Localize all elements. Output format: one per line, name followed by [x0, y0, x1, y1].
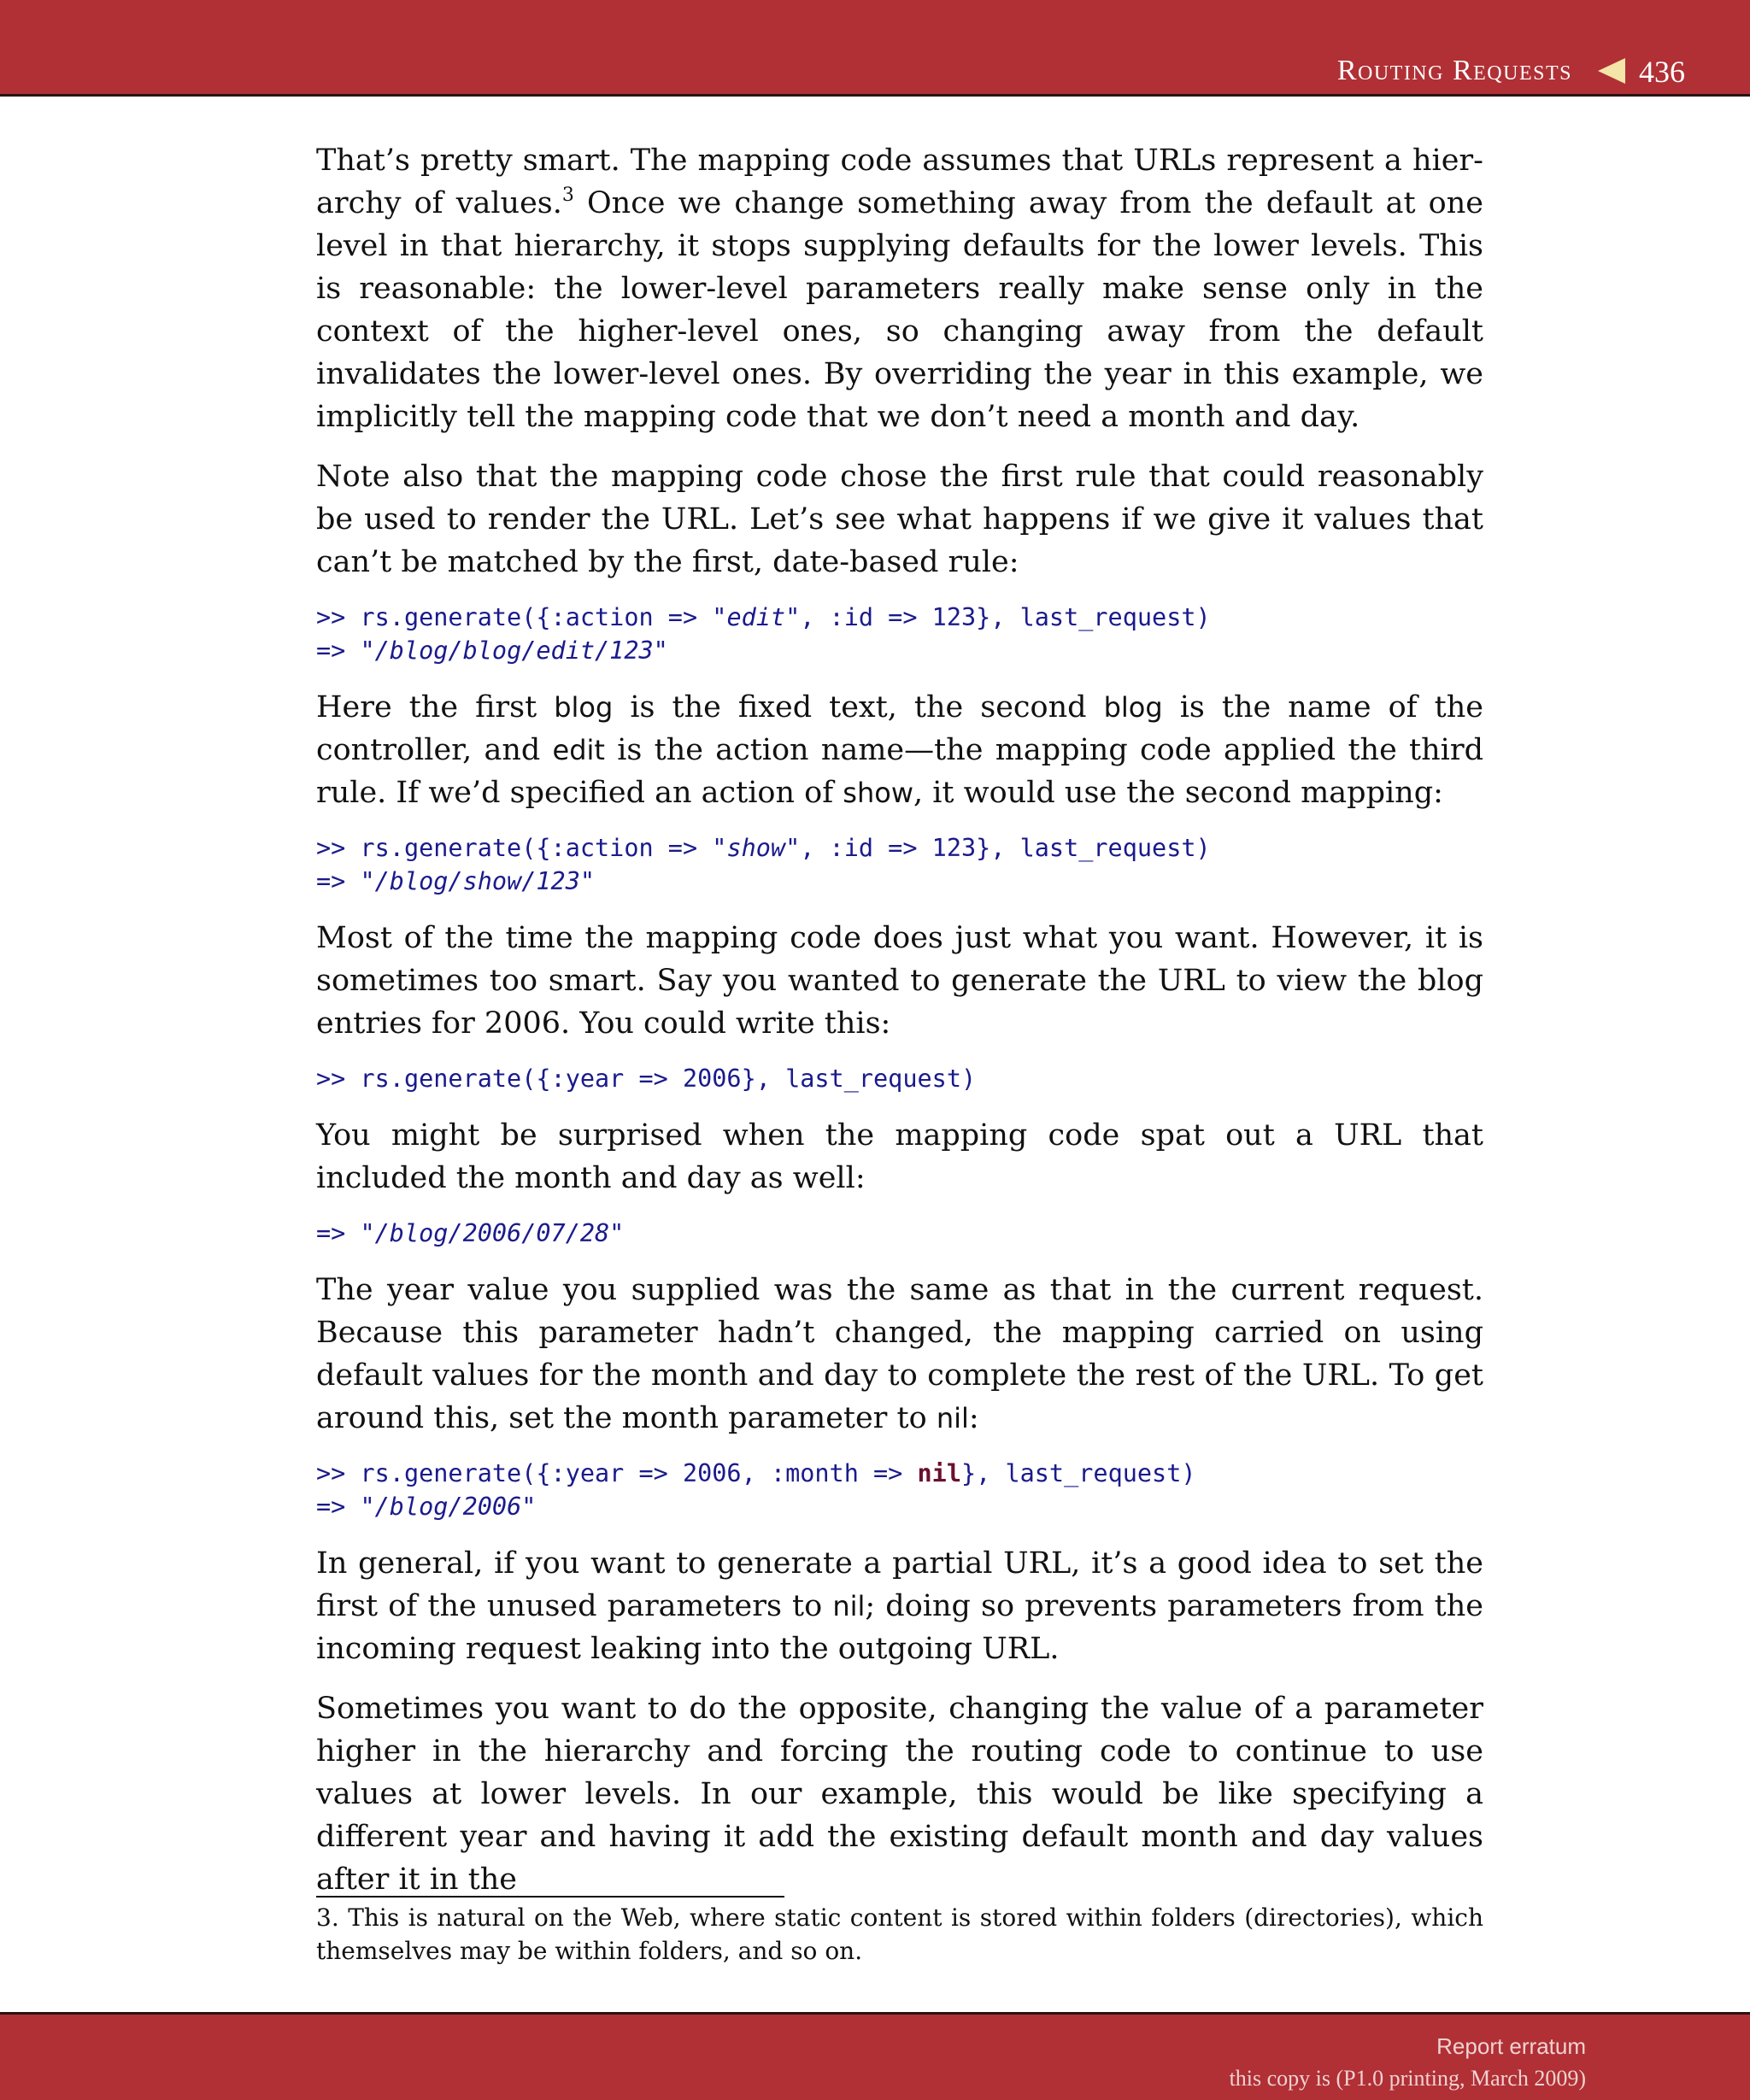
- code-block: [316, 1217, 1483, 1250]
- paragraph-text: Once we change something away from the default at one level in that hierarchy, it stops supplying defaults for the lower levels. This is reasonable: the lower-level parameters really make sense only in the context of the higher-level ones, so changing away from the default invalidates the lower-level ones. By overriding the year in this example, we implicitly tell the mapping code that we don’t need a month and day.: [316, 186, 1484, 434]
- inline-code: edit: [552, 734, 605, 766]
- paragraph: Sometimes you want to do the opposite, changing the value of a parameter higher in the hierarchy and forcing the routing code to continue to use values at lower levels. In our example, this would be like specifying a different year and having it add the existing default month and day values after it in the: [316, 1692, 1483, 1897]
- code-text: >> rs.generate({:year => 2006}, last_request): [316, 1065, 977, 1093]
- code-text: , :id => 123}, last_request): [800, 603, 1211, 631]
- copy-notice: this copy is (P1.0 printing, March 2009): [1229, 2066, 1586, 2091]
- code-string: "/blog/2006/07/28": [360, 1219, 625, 1247]
- code-text: }, last_request): [960, 1459, 1196, 1487]
- paragraph: [316, 1542, 1483, 1670]
- paragraph: [316, 686, 1483, 814]
- code-text: >> rs.generate({:action =>: [316, 603, 713, 631]
- code-block: [316, 1457, 1483, 1523]
- code-block: [316, 601, 1483, 667]
- code-text: >> rs.generate({:action =>: [316, 834, 713, 862]
- code-block: [316, 1062, 1483, 1095]
- paragraph-text: Here the first: [316, 690, 555, 724]
- inline-code: show: [843, 777, 913, 809]
- header-bar: [0, 0, 1750, 97]
- code-string: "/blog/blog/edit/123": [360, 636, 668, 665]
- paragraph-text: That’s pretty smart. The mapping code assumes that URLs represent a hier-archy of values.: [316, 144, 1483, 220]
- code-string: "edit": [712, 603, 801, 631]
- code-text: =>: [316, 1219, 361, 1247]
- paragraph: Note also that the mapping code chose the first rule that could reasonably be used to render the URL. Let’s see what happens if we give it values that can’t be matched by the first, date-based rule:: [316, 460, 1483, 579]
- page-number: 436: [1639, 55, 1685, 89]
- code-string: "/blog/2006": [360, 1493, 537, 1521]
- inline-code: nil: [832, 1590, 866, 1622]
- code-text: =>: [316, 1493, 361, 1521]
- paragraph-text: ; doing so prevents parameters from the incoming request leaking into the outgoing URL.: [316, 1589, 1484, 1666]
- code-keyword: nil: [917, 1459, 961, 1487]
- paragraph: You might be surprised when the mapping code spat out a URL that included the month and day as well:: [316, 1118, 1483, 1195]
- footnote-ref[interactable]: 3: [561, 185, 574, 206]
- code-text: =>: [316, 867, 361, 895]
- inline-code: nil: [936, 1402, 969, 1434]
- paragraph-text: is the action name—the mapping code applied the third rule. If we’d specified an action of: [316, 733, 1483, 810]
- code-string: "/blog/show/123": [360, 867, 596, 895]
- code-text: =>: [316, 636, 361, 665]
- paragraph: Most of the time the mapping code does just what you want. However, it is sometimes too smart. Say you wanted to generate the URL to view the blog entries for 2006. You could write this:: [316, 921, 1483, 1041]
- section-title: Routing Requests: [1336, 55, 1572, 86]
- footnote: 3. This is natural on the Web, where static content is stored within folders (directories), which themselves may be within folders, and so on.: [316, 1903, 1483, 1965]
- code-string: "show": [712, 834, 801, 862]
- previous-page-arrow-icon[interactable]: [1598, 58, 1625, 84]
- footnote-divider: [316, 1896, 784, 1898]
- code-block: [316, 831, 1483, 898]
- report-erratum-link[interactable]: Report erratum: [1436, 2033, 1586, 2059]
- paragraph: [316, 139, 1483, 438]
- code-text: , :id => 123}, last_request): [800, 834, 1211, 862]
- inline-code: blog: [554, 691, 614, 724]
- paragraph-text: In general, if you want to generate a partial URL, it’s a good idea to set the first of the unused parameters to: [316, 1546, 1483, 1623]
- paragraph-text: , it would use the second mapping:: [913, 776, 1443, 810]
- paragraph-text: :: [968, 1401, 979, 1435]
- page-content: [316, 139, 1483, 1901]
- paragraph-text: is the fixed text, the second: [613, 690, 1104, 724]
- paragraph-text: The year value you supplied was the same as that in the current request. Because this parameter hadn’t changed, the mapping carried on using default values for the month and day to complete the rest of the URL. To get around this, set the month parameter to: [316, 1273, 1483, 1435]
- paragraph: [316, 1269, 1483, 1440]
- paragraph-text: is the name of the controller, and: [316, 690, 1483, 767]
- footer-bar: [0, 2012, 1750, 2100]
- code-text: >> rs.generate({:year => 2006, :month =>: [316, 1459, 918, 1487]
- inline-code: blog: [1103, 691, 1163, 724]
